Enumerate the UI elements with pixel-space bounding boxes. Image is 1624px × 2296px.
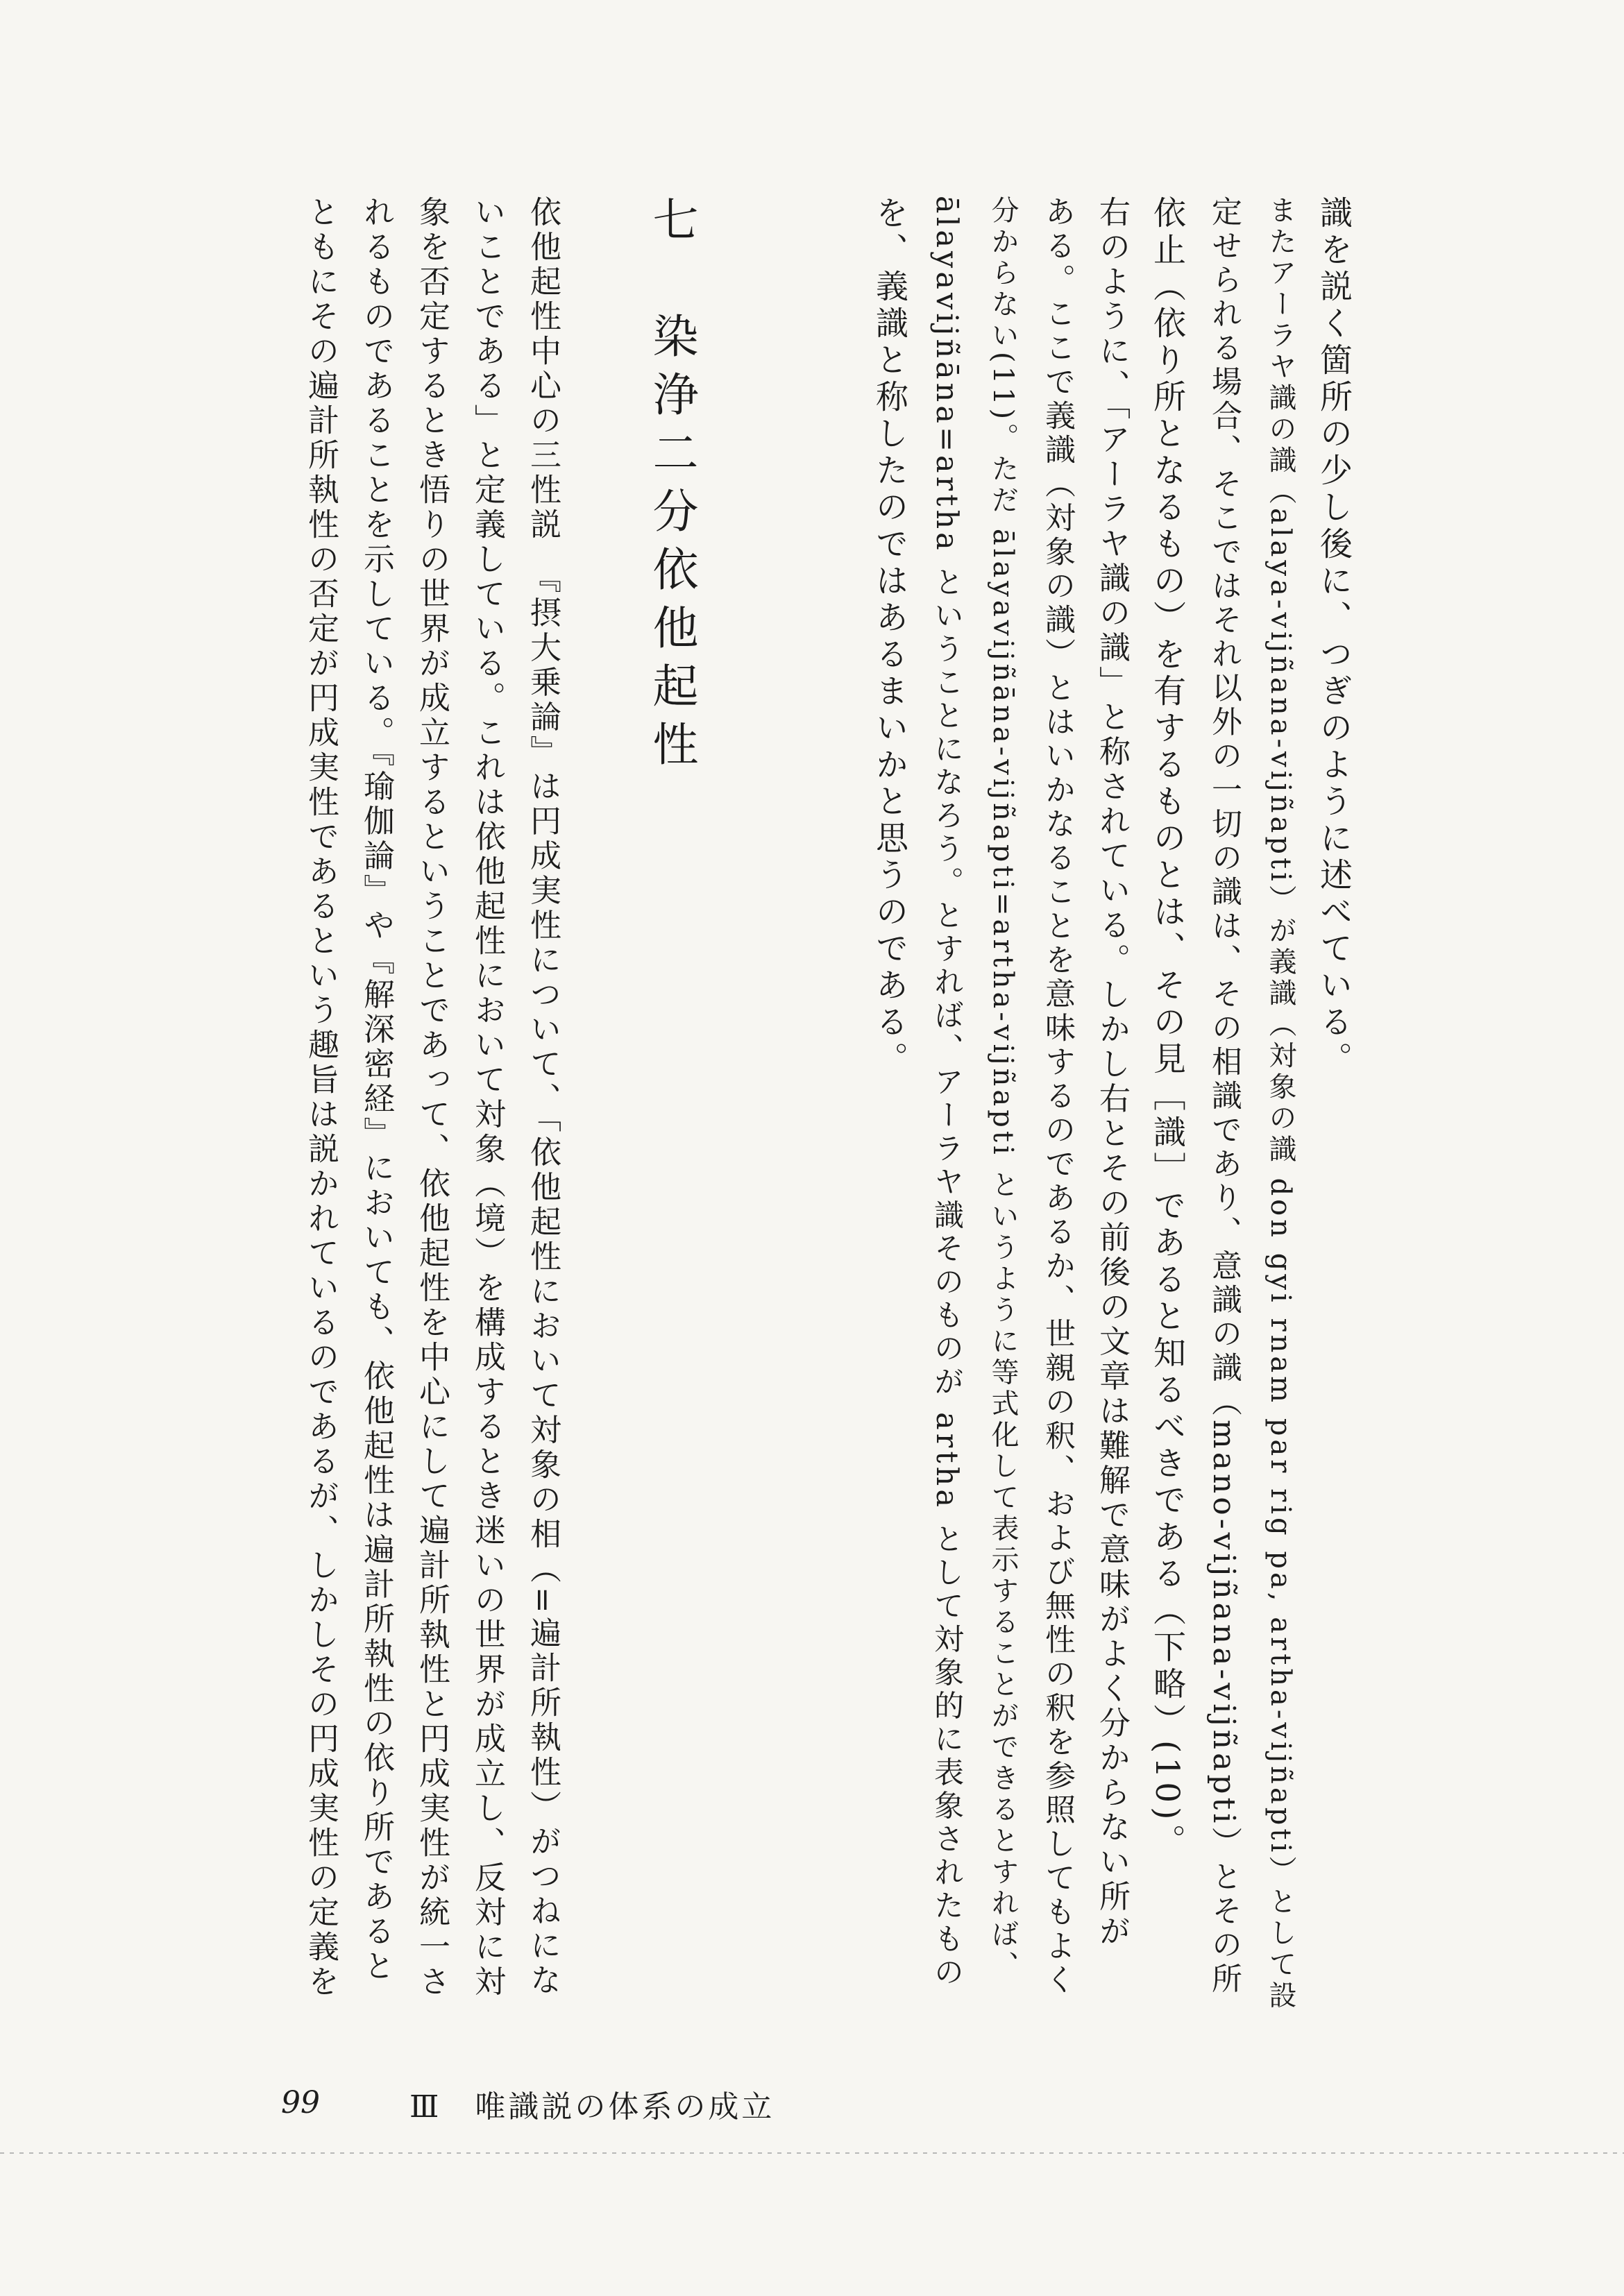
text-column: 右のように、「アーラヤ識の識」と称されている。しかし右とその前後の文章は難解で意味がよく分からない所が [1094,196,1131,1950]
section-heading: 七 染浄二分依他起性 [645,196,698,779]
text-column: 識を説く箇所の少し後に、つぎのように述べている。 [1314,196,1353,1078]
text-column: いことである」と定義している。これは依他起性において対象（境）を構成するとき迷いの世界が成立し、反対に対 [469,196,506,2000]
text-column: 分からない(11)。ただ ālayavijñāna-vijñapti=artha-vijñapti というように等式化して表示することができるとすれば、 [987,196,1019,1982]
text-column: ともにその遍計所執性の否定が円成実性であるという趣旨は説かれているのであるが、しかしその円成実性の定義を [303,196,339,2000]
text-column: 依他起性中心の三性説 『摂大乗論』は円成実性について、「依他起性において対象の相（=遍計所執性）がつねにな [525,196,561,1998]
scan-divider [0,2152,1624,2154]
text-column: れるものであることを示している。『瑜伽論』や『解深密経』においても、依他起性は遍計所執性の依り所であると [358,196,395,1984]
text-column: 象を否定するとき悟りの世界が成立するということであって、依他起性を中心にして遍計所執性と円成実性が統一さ [414,196,450,2000]
text-column: ある。ここで義識（対象の識）とはいかなることを意味するのであるか、世親の釈、および無性の釈を参照してもよく [1040,196,1075,1998]
page-number: 99 [281,2085,320,2120]
text-column: またアーラヤ識の識（alaya-vijñana-vijñapti）が義識（対象の識 don gyi rnam par rig pa, artha-vijñapti）として設 [1264,196,1296,2012]
text-column: 定せられる場合、そこではそれ以外の一切の識は、その相識であり、意識の識（mano-vijñana-vijñapti）とその所 [1206,196,1242,1997]
text-column: ālayavijñāna=artha ということになろう。とすれば、アーラヤ識そのものが artha として対象的に表象されたもの [929,196,964,1990]
text-column: を、義識と称したのではあるまいかと思うのである。 [870,196,908,1078]
running-head: Ⅲ 唯識説の体系の成立 [409,2089,775,2125]
text-column: 依止（依り所となるもの）を有するものとは、その見［識］であると知るべきである（下略）(10)。 [1148,196,1186,1861]
